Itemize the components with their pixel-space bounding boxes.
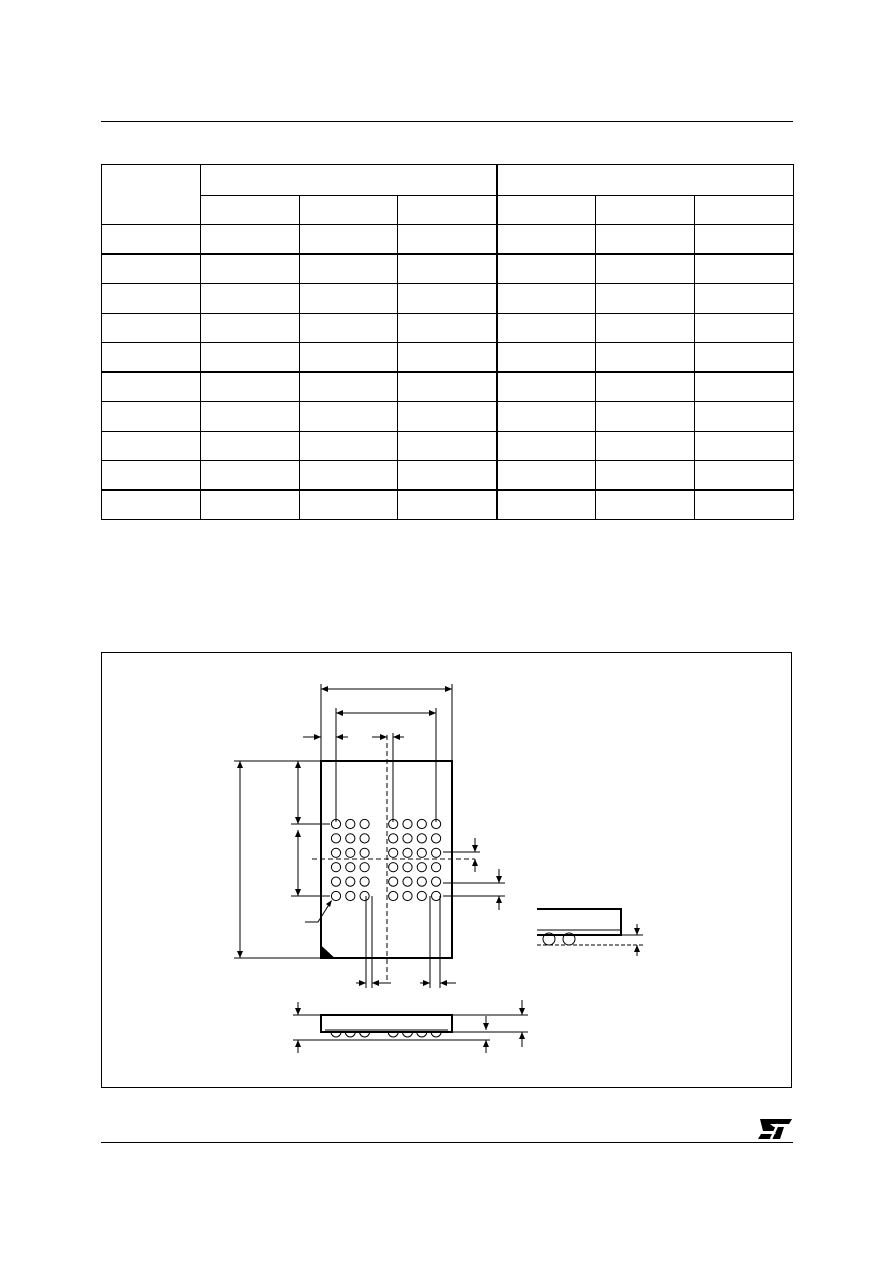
solder-ball <box>389 863 398 872</box>
arrowhead <box>519 1032 525 1039</box>
solder-ball <box>331 877 340 886</box>
solder-ball <box>360 877 369 886</box>
solder-ball <box>360 819 369 828</box>
arrowhead <box>295 830 301 837</box>
pin1-leader-line <box>305 903 330 922</box>
solder-ball <box>389 877 398 886</box>
solder-ball <box>417 834 426 843</box>
arrowhead <box>359 980 366 986</box>
solder-ball <box>432 848 441 857</box>
arrowhead <box>380 734 387 740</box>
arrowhead <box>519 1008 525 1015</box>
solder-ball <box>346 891 355 900</box>
arrowhead <box>314 734 321 740</box>
solder-ball <box>331 863 340 872</box>
arrowhead <box>483 1040 489 1047</box>
package-body-side-view <box>321 1015 452 1032</box>
solder-ball <box>432 891 441 900</box>
arrowhead <box>295 817 301 824</box>
arrowhead <box>336 734 343 740</box>
arrowhead <box>237 761 243 768</box>
arrowhead <box>326 900 332 907</box>
solder-ball <box>403 848 412 857</box>
detail-side-view-body <box>537 909 621 935</box>
arrowhead <box>295 889 301 896</box>
arrowhead <box>393 734 400 740</box>
solder-ball <box>432 877 441 886</box>
solder-ball <box>346 848 355 857</box>
solder-ball <box>403 891 412 900</box>
arrowhead <box>483 1023 489 1030</box>
solder-ball <box>346 834 355 843</box>
solder-ball <box>417 819 426 828</box>
arrowhead <box>423 980 430 986</box>
solder-ball <box>389 834 398 843</box>
arrowhead <box>295 1040 301 1047</box>
arrowhead <box>472 859 478 866</box>
solder-ball <box>346 863 355 872</box>
solder-ball <box>360 834 369 843</box>
solder-ball <box>331 848 340 857</box>
solder-ball <box>360 863 369 872</box>
arrowhead <box>496 896 502 903</box>
solder-ball <box>389 891 398 900</box>
ball-grid <box>331 819 440 900</box>
arrowhead <box>440 980 447 986</box>
solder-ball <box>403 877 412 886</box>
solder-ball <box>346 819 355 828</box>
arrowhead <box>295 1008 301 1015</box>
solder-ball <box>417 848 426 857</box>
solder-ball <box>331 891 340 900</box>
st-logo <box>756 1117 792 1141</box>
solder-ball <box>403 819 412 828</box>
solder-ball <box>417 891 426 900</box>
arrowhead <box>336 710 343 716</box>
solder-ball <box>360 891 369 900</box>
pin1-corner-marker <box>321 946 334 958</box>
arrowhead <box>295 761 301 768</box>
arrowhead <box>472 845 478 852</box>
solder-ball <box>403 834 412 843</box>
solder-ball <box>346 877 355 886</box>
solder-ball <box>403 863 412 872</box>
arrowhead <box>237 951 243 958</box>
solder-ball <box>417 863 426 872</box>
solder-ball <box>389 848 398 857</box>
solder-ball <box>331 834 340 843</box>
arrowhead <box>321 686 328 692</box>
arrowhead <box>634 945 640 952</box>
solder-ball <box>432 863 441 872</box>
arrowhead <box>496 876 502 883</box>
solder-ball <box>432 834 441 843</box>
footer-rule <box>101 1142 793 1143</box>
arrowhead <box>634 928 640 935</box>
solder-ball <box>360 848 369 857</box>
arrowhead <box>445 686 452 692</box>
arrowhead <box>429 710 436 716</box>
solder-ball <box>417 877 426 886</box>
arrowhead <box>372 980 379 986</box>
